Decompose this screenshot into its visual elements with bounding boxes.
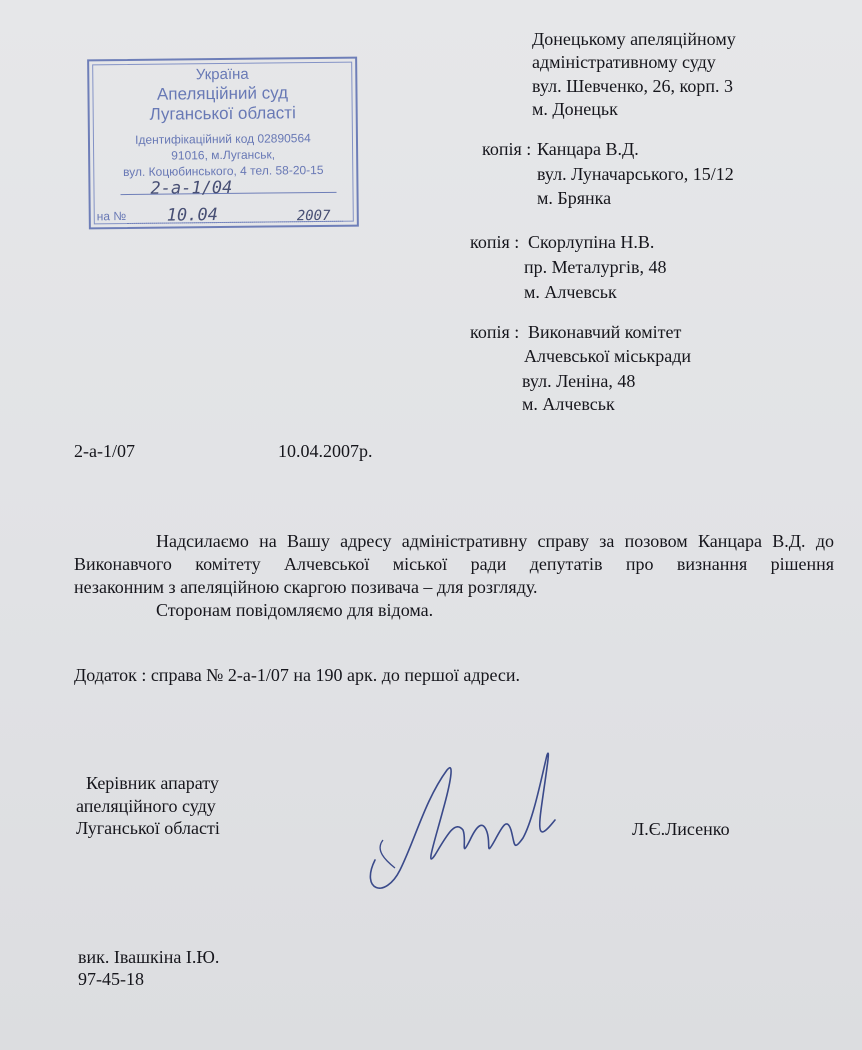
registration-stamp (87, 57, 359, 230)
copy-line: Алчевської міськради (524, 346, 692, 366)
copy-line: Канцара В.Д. (537, 139, 639, 159)
copy-label: копія : (470, 232, 520, 252)
stamp-court: Апеляційний суд (156, 83, 289, 104)
executor-phone: 97-45-18 (78, 969, 144, 989)
copy-label: копія : (482, 139, 532, 159)
outgoing-number: 2-а-1/07 (74, 441, 135, 461)
copy-line: Виконавчий комітет (528, 322, 682, 342)
stamp-region: Луганської області (149, 103, 296, 124)
stamp-country: Україна (195, 65, 249, 84)
stamp-handwritten-date: 10.04 (166, 205, 219, 226)
stamp-postal: 91016, м.Луганськ, (171, 147, 276, 163)
body-paragraph-2: Сторонам повідомляємо для відома. (156, 600, 434, 620)
handwritten-signature (355, 740, 565, 900)
stamp-street: вул. Коцюбинського, 4 тел. 58-20-15 (123, 162, 324, 180)
letter-body (74, 530, 834, 622)
signatory-title-line: Луганської області (76, 818, 220, 838)
recipient-line: Донецькому апеляційному (532, 29, 736, 49)
attachment-note: Додаток : справа № 2-а-1/07 на 190 арк. до першої адреси. (74, 665, 521, 685)
copy-label: копія : (470, 322, 520, 342)
copy-line: пр. Металургів, 48 (524, 257, 667, 277)
copy-line: м. Брянка (537, 188, 612, 208)
copy-line: вул. Леніна, 48 (522, 371, 636, 391)
copy-line: м. Алчевськ (522, 394, 615, 414)
recipient-line: м. Донецьк (532, 99, 618, 119)
copy-line: м. Алчевськ (524, 282, 617, 302)
copy-line: вул. Луначарського, 15/12 (537, 164, 734, 184)
signatory-title-line: Керівник апарату (86, 773, 219, 793)
recipient-line: вул. Шевченко, 26, корп. 3 (532, 76, 734, 96)
recipient-line: адміністративному суду (532, 52, 716, 72)
signatory-title-line: апеляційного суду (76, 796, 216, 816)
signatory-name: Л.Є.Лисенко (632, 819, 730, 839)
copy-line: Скорлупіна Н.В. (528, 232, 655, 252)
stamp-no-label: на № (96, 209, 127, 224)
body-paragraph-line: Надсилаємо на Вашу адресу адміністративну справу за позовом Канцара В.Д. до (156, 531, 834, 551)
outgoing-date: 10.04.2007р. (278, 441, 373, 461)
body-paragraph-line: Виконавчого комітету Алчевської міської ради депутатів про визнання рішення (74, 554, 834, 574)
stamp-id-code: Ідентифікаційний код 02890564 (135, 131, 311, 147)
executor-name: вик. Івашкіна І.Ю. (78, 947, 220, 967)
body-paragraph-line: незаконним з апеляційною скаргою позивача – для розгляду. (74, 577, 538, 597)
stamp-handwritten-number: 2-а-1/04 (150, 177, 233, 199)
stamp-handwritten-year: 2007 (296, 207, 331, 225)
